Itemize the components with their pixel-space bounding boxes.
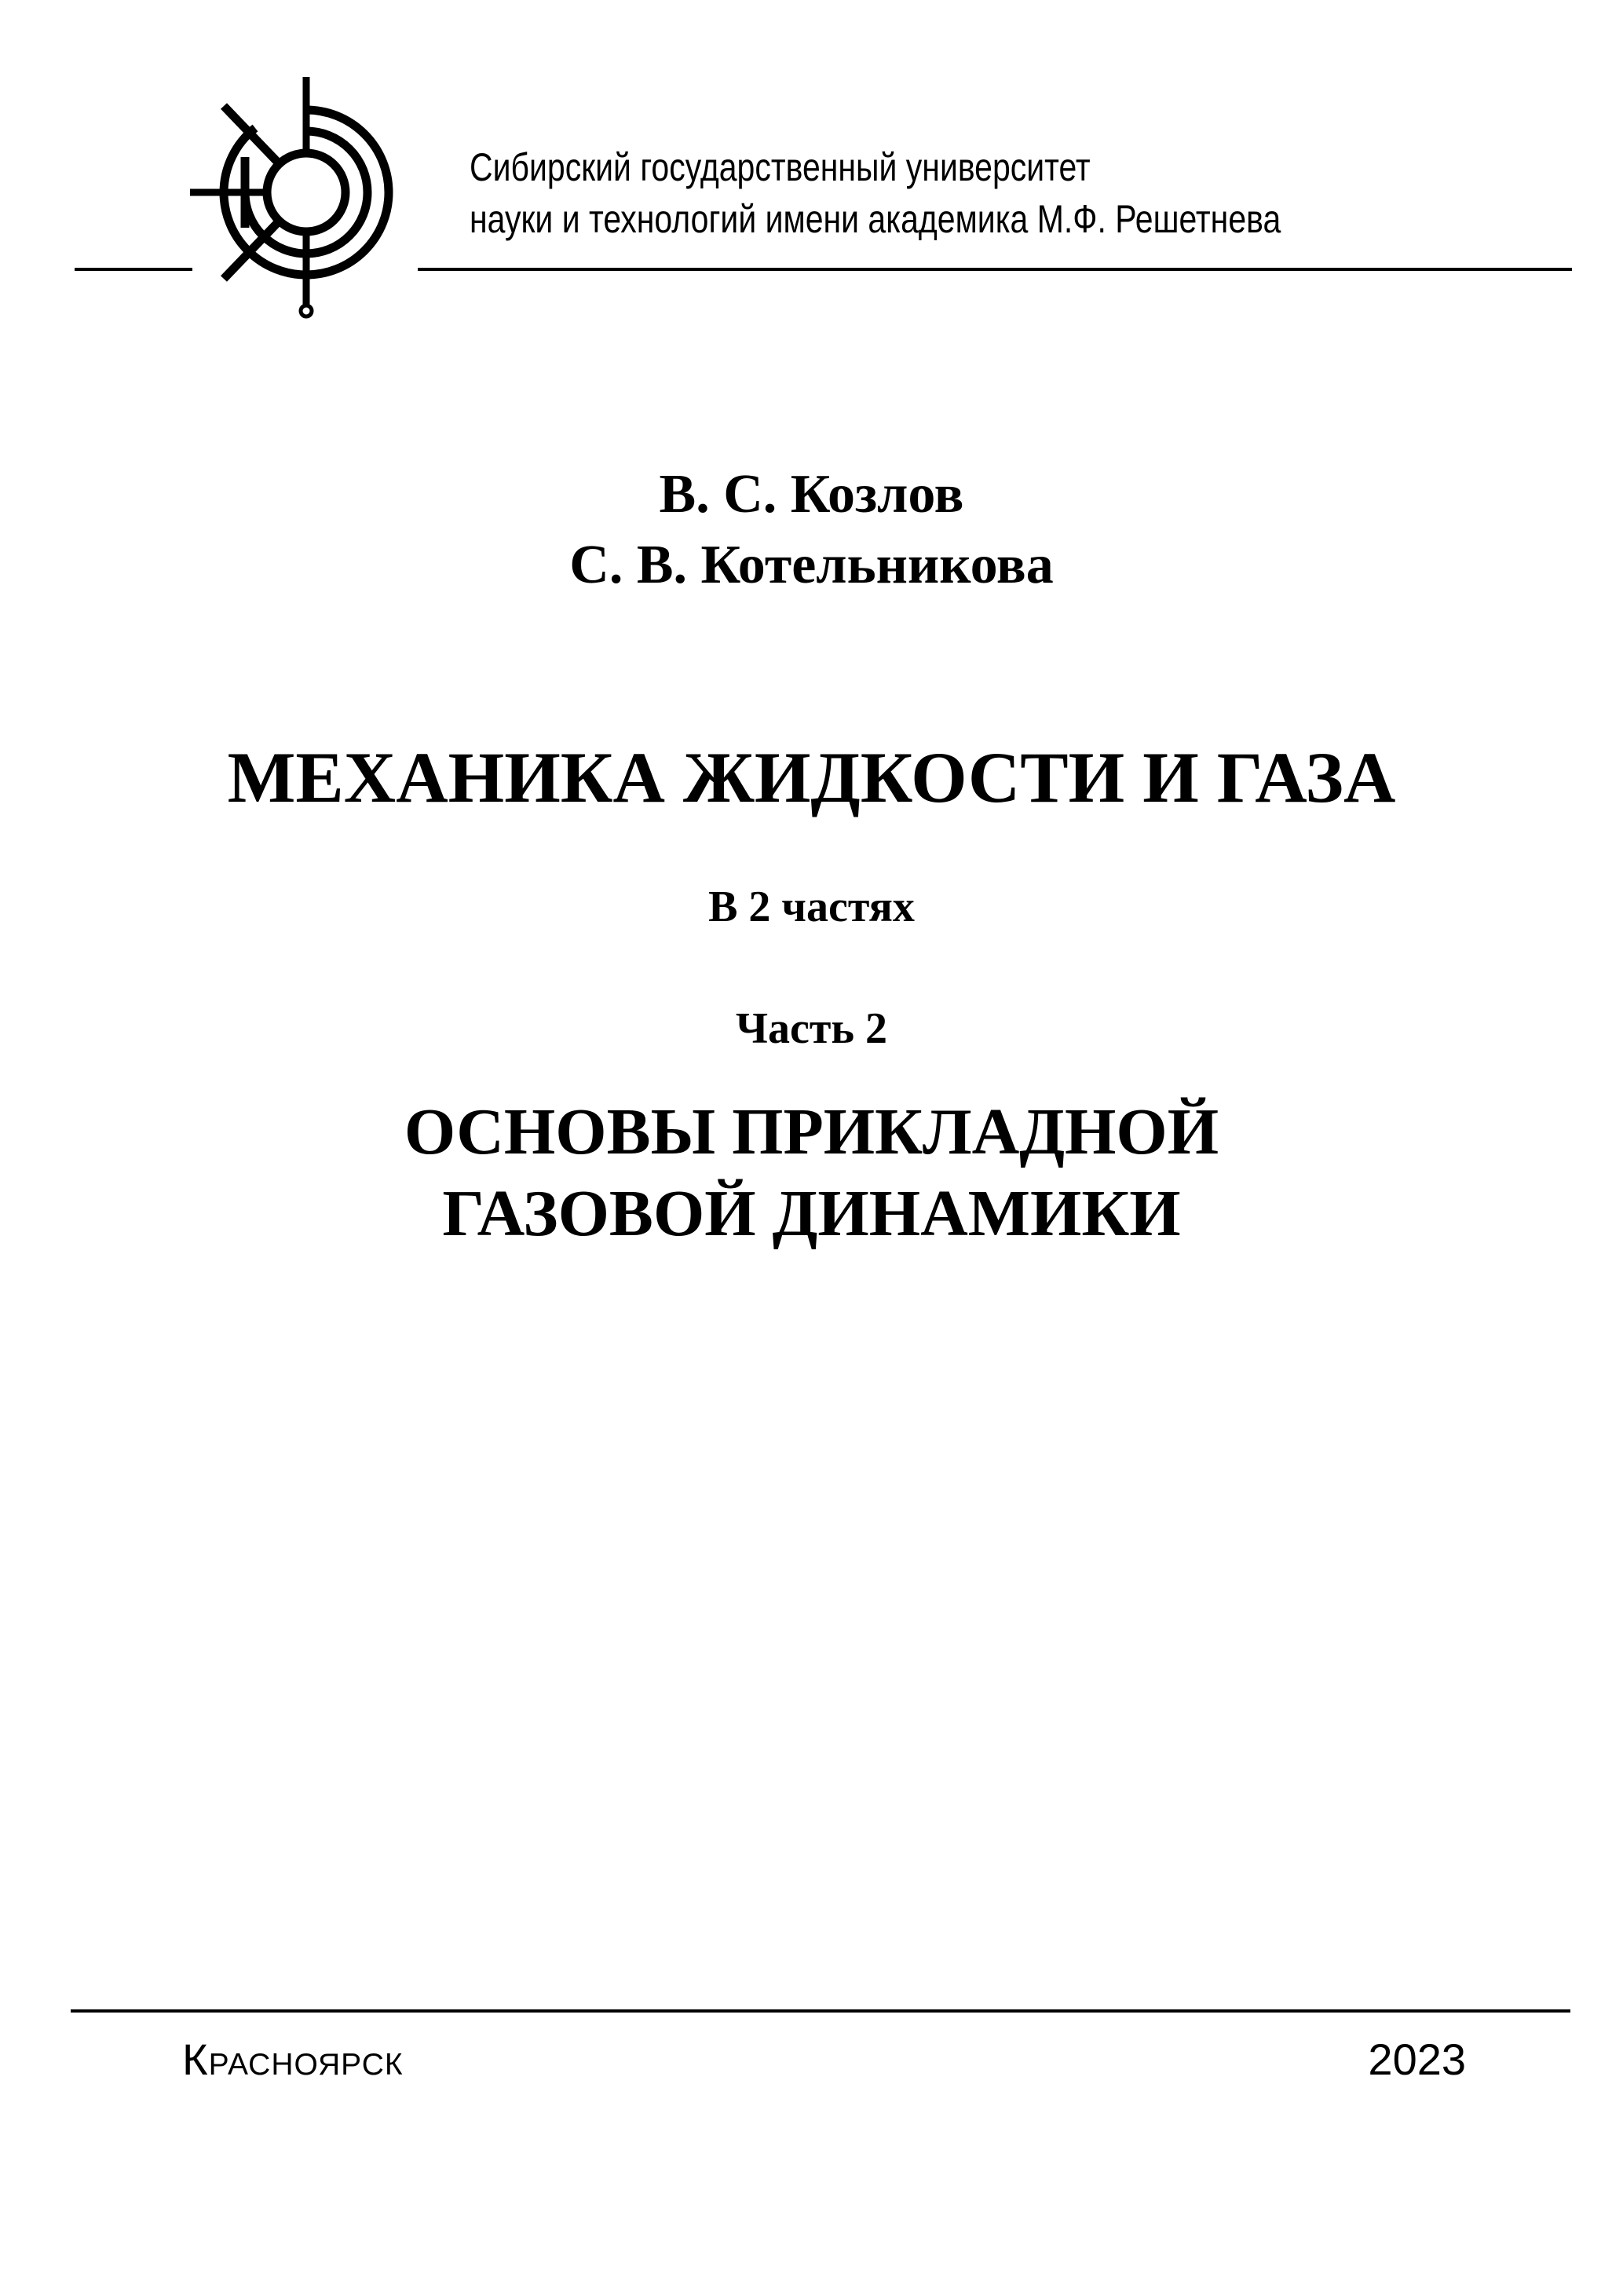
author-2: С. В. Котельникова	[569, 535, 1054, 595]
footer-rule	[71, 2009, 1570, 2013]
part-title-line-1: ОСНОВЫ ПРИКЛАДНОЙ	[404, 1095, 1219, 1168]
institution-line-2: науки и технологий имени академика М.Ф. Решетнева	[470, 197, 1281, 241]
part-title	[0, 1091, 1623, 1255]
part-title-line-2: ГАЗОВОЙ ДИНАМИКИ	[442, 1177, 1181, 1250]
institution-name	[470, 141, 1281, 245]
header-rule-right	[418, 268, 1572, 271]
header-rule-left	[75, 268, 192, 271]
book-title: МЕХАНИКА ЖИДКОСТИ И ГАЗА	[227, 737, 1396, 817]
publication-year: 2023	[1368, 2035, 1466, 2084]
parts-note: В 2 частях	[708, 883, 915, 931]
part-number: Часть 2	[735, 1004, 888, 1053]
university-emblem-icon	[181, 71, 416, 322]
publication-city: Красноярск	[182, 2035, 404, 2084]
author-1: В. С. Козлов	[659, 464, 964, 525]
institution-line-1: Сибирский государственный университет	[470, 145, 1091, 189]
authors	[0, 459, 1623, 601]
